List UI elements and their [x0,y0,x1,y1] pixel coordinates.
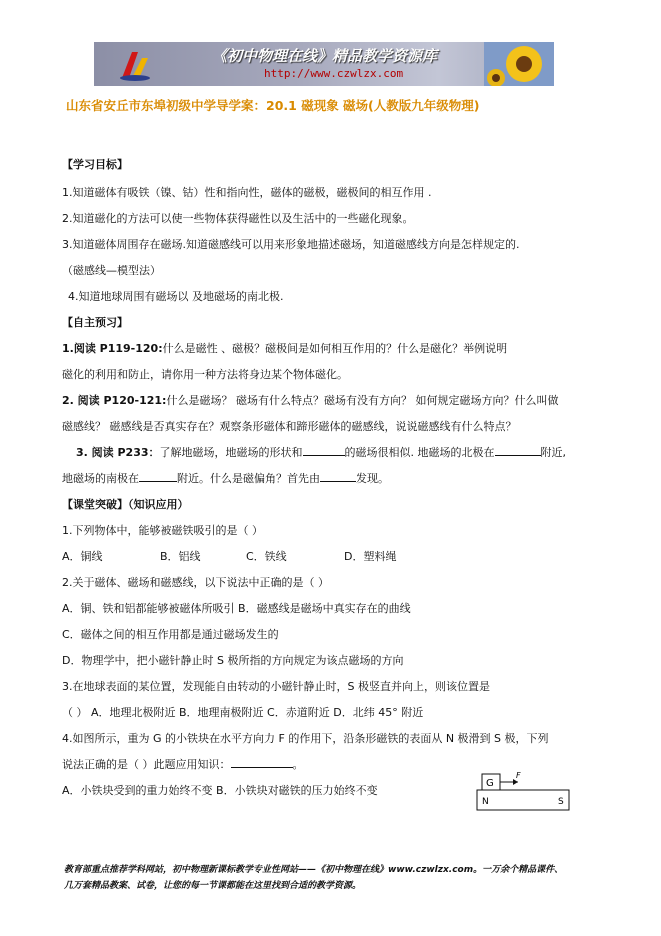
force-label: F [516,772,521,780]
reading-3-text: 发现。 [356,472,389,485]
reading-3-text: 附近。什么是磁偏角？首先由 [177,472,320,485]
q4-options[interactable]: A．小铁块受到的重力始终不变 B．小铁块对磁铁的压力始终不变 [62,784,378,797]
q1-option-d[interactable]: D．塑料绳 [344,550,397,563]
question-4-continued [62,756,304,772]
reading-2 [62,392,558,408]
banner-url[interactable]: http://www.czwlzx.com [264,67,404,80]
reading-3-text: 的磁场很相似. 地磁场的北极在 [344,446,495,459]
q2-option-ab[interactable]: A．铜、铁和铝都能够被磁体所吸引 B．磁感线是磁场中真实存在的曲线 [62,602,411,615]
goal-item: 4.知道地球周围有磁场以 及地磁场的南北极. [68,290,284,303]
reading-3-text: 附近, [540,446,567,459]
reading-2-label: 2. 阅读 P120-121: [62,394,167,407]
question-1: 1.下列物体中，能够被磁铁吸引的是（ ） [62,524,263,537]
q2-option-c[interactable]: C．磁体之间的相互作用都是通过磁场发生的 [62,628,279,641]
block-label: G [486,778,494,789]
reading-3 [76,444,566,460]
q2-option-d[interactable]: D．物理学中，把小磁针静止时 S 极所指的方向规定为该点磁场的方向 [62,654,404,667]
reading-3-continued [62,470,389,486]
question-4-text: 。 [292,758,304,771]
bar-magnet [477,790,569,810]
question-2: 2.关于磁体、磁场和磁感线，以下说法中正确的是（ ） [62,576,329,589]
q1-option-b[interactable]: B．铝线 [160,550,201,563]
footer [64,862,624,894]
q3-options[interactable]: （ ） A．地理北极附近 B．地理南极附近 C．赤道附近 D．北纬 45° 附近 [62,706,424,719]
reading-1-continued: 磁化的利用和防止，请你用一种方法将身边某个物体磁化。 [62,368,348,381]
banner-title: 《初中物理在线》精品教学资源库 [212,47,438,65]
question-4-text: 说法正确的是（ ）此题应用知识： [62,758,231,771]
reading-2-text: 什么是磁场？ 磁场有什么特点？磁场有没有方向？ 如何规定磁场方向？什么叫做 [166,394,559,407]
header-banner [94,42,554,86]
reading-3-text: 了解地磁场，地磁场的形状和 [159,446,303,459]
fill-blank[interactable] [320,471,356,482]
fill-blank[interactable] [495,445,541,456]
north-pole-label: N [482,797,489,807]
fill-blank[interactable] [139,471,177,482]
question-4: 4.如图所示，重为 G 的小铁块在水平方向力 F 的作用下，沿条形磁铁的表面从 N 极滑到 S 极，下列 [62,732,549,745]
sunflower-icon [484,42,554,86]
goal-item: （磁感线—模型法） [62,264,161,277]
reading-1 [62,340,507,356]
footer-line: 几万套精品教案、试卷，让您的每一节课都能在这里找到合适的教学资源。 [64,881,362,891]
practice-heading: 【课堂突破】（知识应用） [62,498,189,511]
goal-item: 1.知道磁体有吸铁（镍、钴）性和指向性，磁体的磁极，磁极间的相互作用 . [62,186,432,199]
reading-2-continued: 磁感线？ 磁感线是否真实存在？观察条形磁体和蹄形磁体的磁感线，说说磁感线有什么特点？ [62,420,517,433]
footer-line: 教育部重点推荐学科网站，初中物理新课标教学专业性网站——《初中物理在线》www.czwlzx.com。一万余个精品课件、 [64,865,564,875]
goal-item: 2.知道磁化的方法可以使一些物体获得磁性以及生活中的一些磁化现象。 [62,212,414,225]
site-logo-icon [118,48,152,82]
reading-1-text: 什么是磁性 、磁极？磁极间是如何相互作用的？什么是磁化？举例说明 [162,342,508,355]
preview-heading: 【自主预习】 [62,316,128,329]
reading-3-label: 3. 阅读 P233： [76,446,160,459]
magnet-figure [476,772,572,812]
document-title: 山东省安丘市东埠初级中学导学案：20.1 磁现象 磁场(人教版九年级物理) [66,98,480,113]
south-pole-label: S [558,797,564,807]
goals-heading: 【学习目标】 [62,158,128,171]
fill-blank[interactable] [231,757,293,768]
reading-1-label: 1.阅读 P119-120: [62,342,163,355]
reading-3-text: 地磁场的南极在 [62,472,139,485]
goal-item: 3.知道磁体周围存在磁场.知道磁感线可以用来形象地描述磁场，知道磁感线方向是怎样规定的. [62,238,520,251]
q1-option-a[interactable]: A．铜线 [62,550,103,563]
q1-option-c[interactable]: C．铁线 [246,550,287,563]
fill-blank[interactable] [303,445,345,456]
question-3: 3.在地球表面的某位置，发现能自由转动的小磁针静止时，S 极竖直并向上，则该位置是 [62,680,490,693]
